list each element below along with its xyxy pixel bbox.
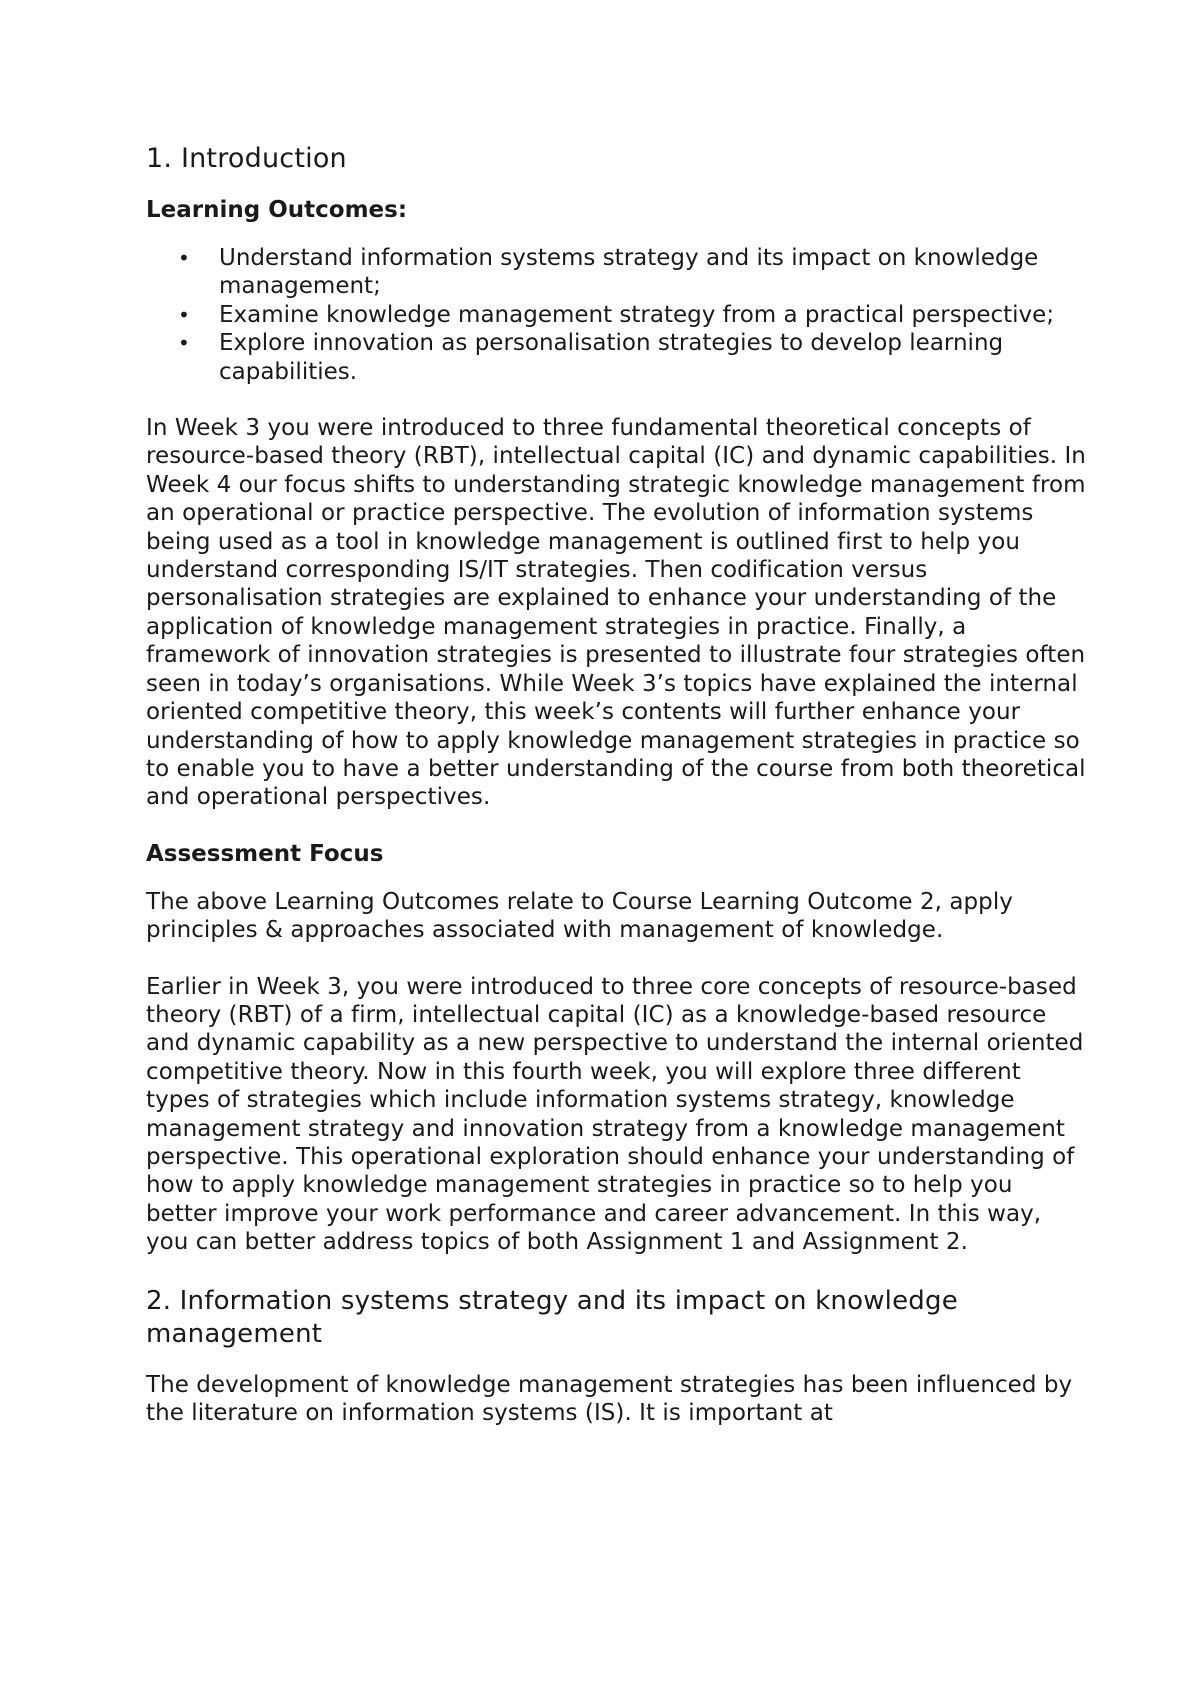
list-item — [146, 301, 1086, 329]
bullet-icon: • — [178, 246, 190, 270]
assessment-paragraph: The above Learning Outcomes relate to Course Learning Outcome 2, apply principles & approaches associated with management of knowledge. — [146, 888, 1013, 944]
learning-outcomes-list — [146, 244, 1086, 386]
assessment-focus-heading: Assessment Focus — [146, 840, 384, 867]
list-item — [146, 244, 1086, 301]
document-page — [146, 142, 1086, 1455]
list-item — [146, 329, 1086, 386]
bullet-icon: • — [178, 331, 190, 356]
intro-paragraph: In Week 3 you were introduced to three fundamental theoretical concepts of resource-based theory (RBT), intellectual capital (IC) and dynamic capabilities. In Week 4 our focus shifts to understanding strategic knowledge management from an operational or practice perspective. The evolution of information systems being used as a tool in knowledge management is outlined first to help you understand corresponding IS/IT strategies. Then codification versus personalisation strategies are explained to enhance your understanding of the application of knowledge management strategies in practice. Finally, a framework of innovation strategies is presented to illustrate four strategies often seen in today’s organisations. While Week 3’s topics have explained the internal oriented competitive theory, this week’s contents will further enhance your understanding of how to apply knowledge management strategies in practice so to enable you to have a better understanding of the course from both theoretical and operational perspectives. — [146, 415, 1086, 811]
learning-outcomes-heading: Learning Outcomes: — [146, 197, 408, 223]
list-item-text: Examine knowledge management strategy from a practical perspective; — [219, 301, 1055, 328]
assessment-detail-paragraph: Earlier in Week 3, you were introduced to three core concepts of resource-based theory (RBT) of a firm, intellectual capital (IC) as a knowledge-based resource and dynamic capability as a new perspective to understand the internal oriented competitive theory. Now in this fourth week, you will explore three different types of strategies which include information systems strategy, knowledge management strategy and innovation strategy from a knowledge management perspective. This operational exploration should enhance your understanding of how to apply knowledge management strategies in practice so to help you better improve your work performance and career advancement. In this way, you can better address topics of both Assignment 1 and Assignment 2. — [146, 973, 1084, 1256]
bullet-icon: • — [178, 302, 190, 327]
information-systems-paragraph: The development of knowledge management strategies has been influenced by the literature on information systems (IS). It is important at — [146, 1371, 1073, 1426]
list-item-text: Explore innovation as personalisation strategies to develop learning capabilities. — [219, 330, 1004, 385]
section-heading-introduction: 1. Introduction — [146, 143, 347, 174]
section-heading-information-systems: 2. Information systems strategy and its impact on knowledge management — [146, 1285, 958, 1349]
list-item-text: Understand information systems strategy and its impact on knowledge management; — [219, 245, 1039, 300]
